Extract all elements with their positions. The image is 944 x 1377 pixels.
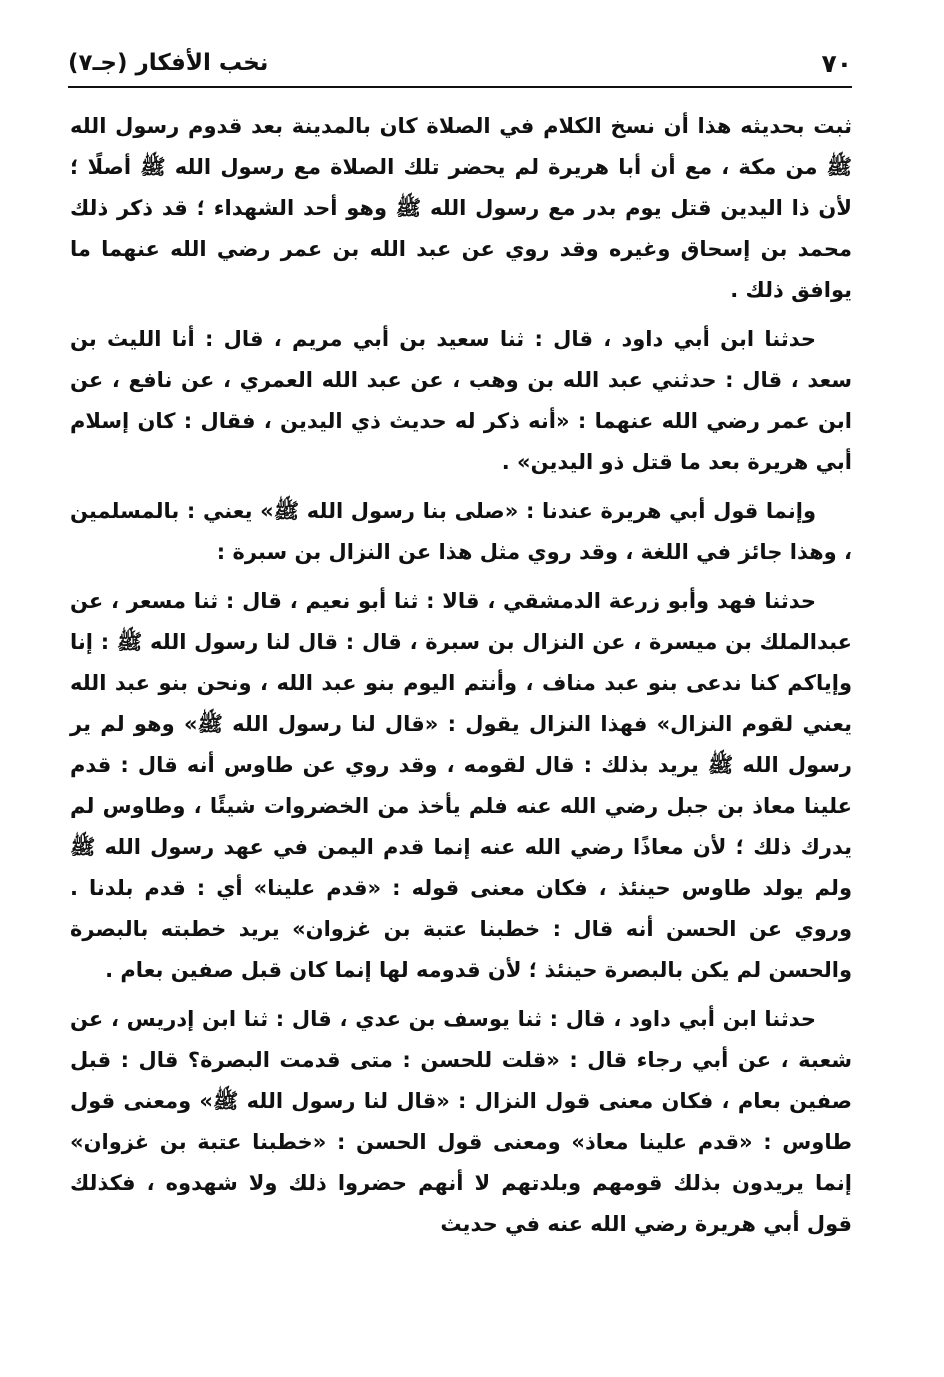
page-header: [68, 40, 852, 88]
page-body: [70, 106, 852, 1253]
paragraph-hadith-nazzal: حدثنا فهد وأبو زرعة الدمشقي ، قالا : ثنا أبو نعيم ، قال : ثنا مسعر ، عن عبدالملك بن ميسرة ، عن النزال بن سبرة ، قال : قال لنا رسول الله ﷺ : إنا وإياكم كنا ندعى بنو عبد مناف ، وأنتم اليوم بنو عبد الله ، ونحن بنو عبد الله يعني لقوم النزال» فهذا النزال يقول : «قال لنا رسول الله ﷺ» وهو لم ير رسول الله ﷺ يريد بذلك : قال لقومه ، وقد روي عن طاوس أنه قال : قدم علينا معاذ بن جبل رضي الله عنه فلم يأخذ من الخضروات شيئًا ، وطاوس لم يدرك ذلك ؛ لأن معاذًا رضي الله عنه إنما قدم اليمن في عهد رسول الله ﷺ ولم يولد طاوس حينئذ ، فكان معنى قوله : «قدم علينا» أي : قدم بلدنا . وروي عن الحسن أنه قال : خطبنا عتبة بن غزوان» يريد خطبته بالبصرة والحسن لم يكن بالبصرة حينئذ ؛ لأن قدومه لها إنما كان قبل صفين بعام .: [70, 589, 852, 982]
paragraph-hadith-abu-raja: حدثنا ابن أبي داود ، قال : ثنا يوسف بن عدي ، قال : ثنا ابن إدريس ، عن شعبة ، عن أبي رجاء قال : «قلت للحسن : متى قدمت البصرة؟ قال : قبل صفين بعام ، فكان معنى قول النزال : «قال لنا رسول الله ﷺ» ومعنى قول طاوس : «قدم علينا معاذ» ومعنى قول الحسن : «خطبنا عتبة بن غزوان» إنما يريدون بذلك قومهم وبلدتهم لا أنهم حضروا ذلك ولا شهدوه ، فكذلك قول أبي هريرة رضي الله عنه في حديث: [70, 1007, 852, 1236]
page-number: ٧٠: [821, 48, 852, 78]
running-title: نخب الأفكار (جـ٧): [68, 50, 269, 76]
paragraph-continuation: ثبت بحديثه هذا أن نسخ الكلام في الصلاة كان بالمدينة بعد قدوم رسول الله ﷺ من مكة ، مع أن أبا هريرة لم يحضر تلك الصلاة مع رسول الله ﷺ أصلًا ؛ لأن ذا اليدين قتل يوم بدر مع رسول الله ﷺ وهو أحد الشهداء ؛ قد ذكر ذلك محمد بن إسحاق وغيره وقد روي عن عبد الله بن عمر رضي الله عنهما ما يوافق ذلك .: [70, 114, 852, 302]
paragraph-hadith-ibn-umar: حدثنا ابن أبي داود ، قال : ثنا سعيد بن أبي مريم ، قال : أنا الليث بن سعد ، قال : حدثني عبد الله بن وهب ، عن عبد الله العمري ، عن نافع ، عن ابن عمر رضي الله عنهما : «أنه ذكر له حديث ذي اليدين ، فقال : كان إسلام أبي هريرة بعد ما قتل ذو اليدين» .: [70, 327, 852, 474]
paragraph-commentary: وإنما قول أبي هريرة عندنا : «صلى بنا رسول الله ﷺ» يعني : بالمسلمين ، وهذا جائز في اللغة ، وقد روي مثل هذا عن النزال بن سبرة :: [70, 499, 852, 564]
